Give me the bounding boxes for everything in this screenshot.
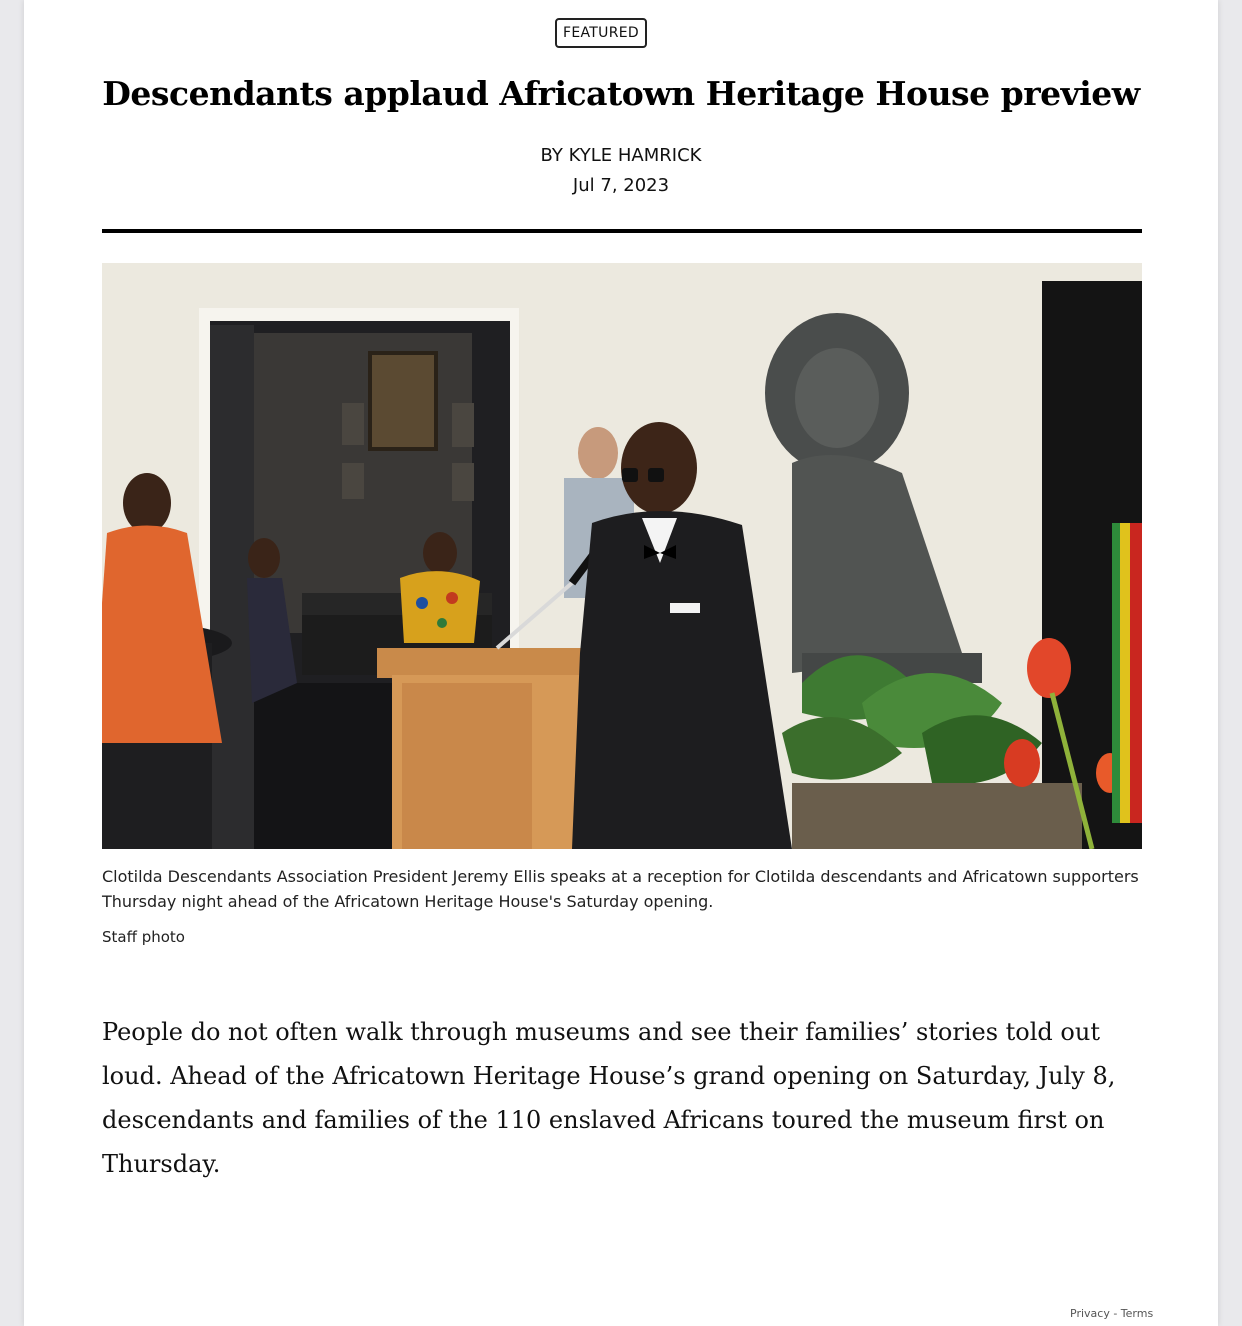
article-page [24,0,1218,1326]
article-photo[interactable] [102,263,1142,849]
photo-illustration [102,263,1142,849]
article-body-paragraph: People do not often walk through museums and see their families’ stories told out loud. Ahead of the Africatown Heritage House’s grand opening on Saturday, July 8, descendants and families of the 110 enslaved Africans toured the museum first on Thursday. [102,1018,1116,1178]
featured-badge: FEATURED [555,18,647,48]
privacy-link[interactable]: Privacy [1070,1307,1110,1320]
footer-separator: - [1109,1307,1121,1320]
article-title: Descendants applaud Africatown Heritage House preview [102,74,1140,113]
article-byline[interactable]: BY KYLE HAMRICK [540,145,702,166]
photo-caption: Clotilda Descendants Association President Jeremy Ellis speaks at a reception for Clotilda descendants and Africatown supporters Thursday night ahead of the Africatown Heritage House's Saturday opening. [102,867,1139,911]
title-divider [102,229,1142,233]
terms-link[interactable]: Terms [1120,1307,1154,1320]
article-date: Jul 7, 2023 [572,175,670,196]
photo-credit: Staff photo [102,928,185,946]
recaptcha-footer [1070,1306,1153,1322]
